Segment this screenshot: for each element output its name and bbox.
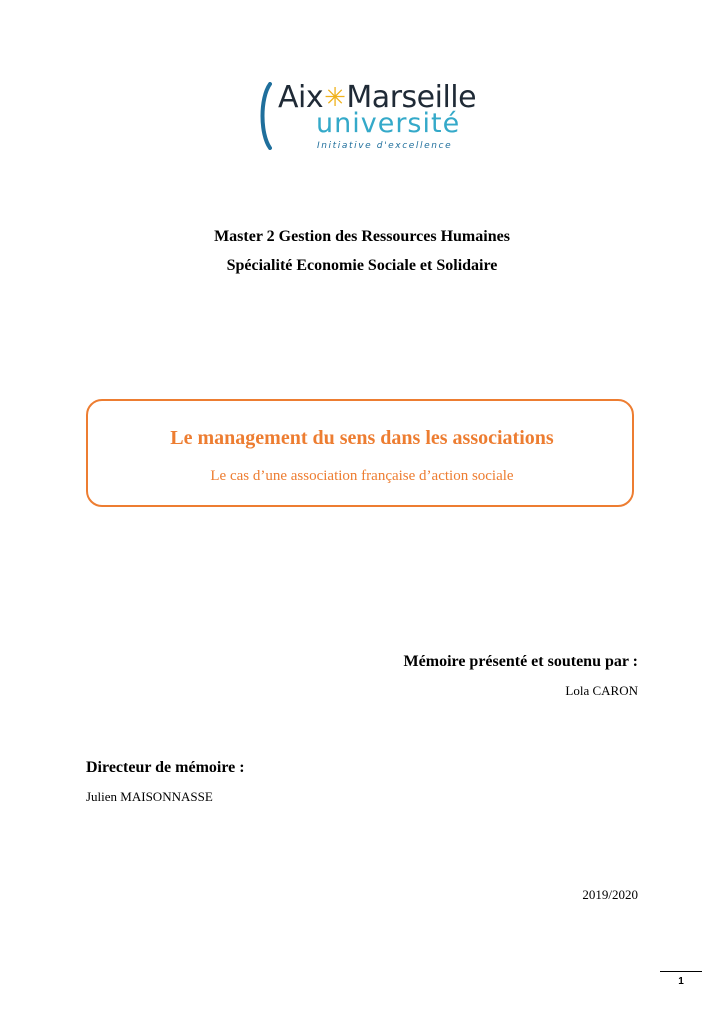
author-name: Lola CARON (565, 683, 638, 698)
program-title: Master 2 Gestion des Ressources Humaines (214, 228, 510, 245)
page-number-rule (660, 971, 702, 972)
director-label: Directeur de mémoire : (86, 759, 245, 776)
thesis-title-box (86, 399, 634, 507)
academic-year: 2019/2020 (582, 887, 638, 902)
program-specialty: Spécialité Economie Sociale et Solidaire (226, 257, 498, 274)
thesis-subtitle: Le cas d’une association française d’action sociale (210, 468, 514, 484)
logo-word-aix: Aix (278, 80, 324, 115)
thesis-title: Le management du sens dans les associations (170, 427, 554, 449)
page-number: 1 (678, 976, 684, 987)
university-logo (258, 80, 477, 154)
presented-by-label: Mémoire présenté et soutenu par : (403, 653, 638, 670)
logo-star-icon: ✳ (324, 83, 346, 113)
logo-tagline: Initiative d'excellence (317, 141, 453, 151)
director-name: Julien MAISONNASSE (86, 789, 213, 804)
logo-word-marseille: Marseille (346, 80, 477, 115)
logo-word-universite: université (316, 108, 461, 139)
logo-bracket-icon (258, 82, 272, 150)
